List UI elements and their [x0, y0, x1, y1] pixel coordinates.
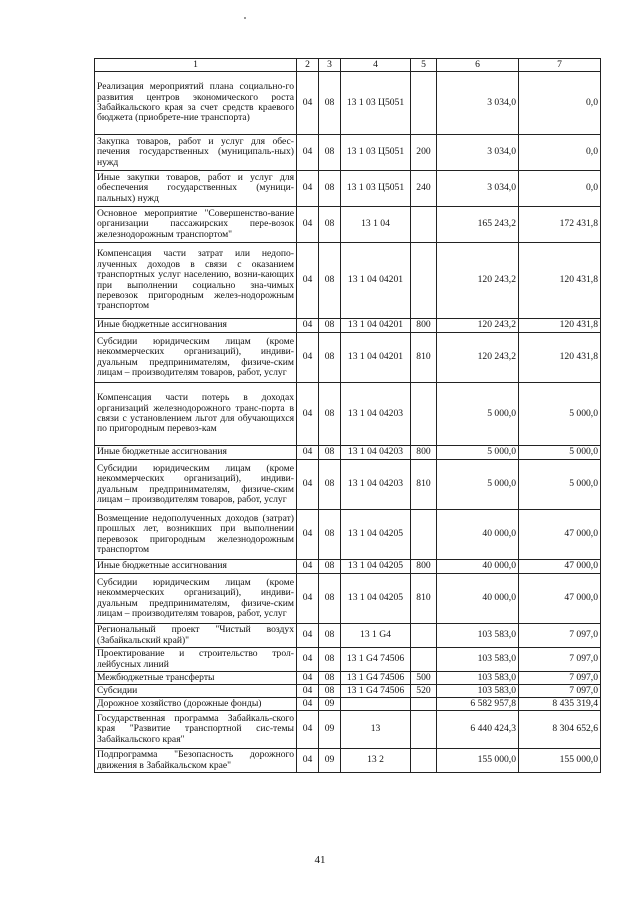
target-article-cell: 13 1 04 04203 [341, 460, 411, 510]
amount-col6-cell: 103 583,0 [437, 648, 519, 672]
subsection-code-cell: 08 [319, 560, 341, 574]
amount-col7-cell: 7 097,0 [519, 624, 601, 648]
subsection-code-cell: 08 [319, 72, 341, 135]
amount-col6-cell: 103 583,0 [437, 685, 519, 698]
section-code-cell: 04 [297, 574, 319, 624]
target-article-cell: 13 1 04 04205 [341, 574, 411, 624]
subsection-code-cell: 08 [319, 648, 341, 672]
subsection-code-cell: 08 [319, 383, 341, 446]
header-cell: 5 [411, 59, 437, 72]
expense-type-cell [411, 383, 437, 446]
row-name-cell: Иные закупки товаров, работ и услуг для обеспечения государственных (муници-пальных) нужд [95, 171, 297, 207]
section-code-cell: 04 [297, 383, 319, 446]
target-article-cell: 13 1 04 04201 [341, 319, 411, 333]
table-row [95, 72, 601, 135]
row-name-cell: Государственная программа Забайкаль-ского края "Развитие транспортной сис-темы Забайкальского края" [95, 711, 297, 749]
row-name-cell: Компенсация части потерь в доходах организаций железнодорожного транс-порта в связи с установлением льгот для обучающихся по пригородным перевоз-кам [95, 383, 297, 446]
row-name-cell: Основное мероприятие "Совершенство-вание организации пассажирских пере-возок железнодорожным транспортом" [95, 207, 297, 243]
amount-col6-cell: 40 000,0 [437, 510, 519, 560]
row-name-cell: Реализация мероприятий плана социально-го развития центров экономического роста Забайкальского края за счет средств краевого бюджета (приобрете-ние транспорта) [95, 72, 297, 135]
table-row [95, 560, 601, 574]
target-article-cell: 13 1 03 Ц5051 [341, 135, 411, 171]
target-article-cell: 13 1 04 04203 [341, 383, 411, 446]
expense-type-cell: 810 [411, 574, 437, 624]
amount-col7-cell: 0,0 [519, 72, 601, 135]
amount-col6-cell: 5 000,0 [437, 383, 519, 446]
page-number: 41 [314, 854, 326, 866]
row-name-cell: Субсидии юридическим лицам (кроме некоммерческих организаций), индиви-дуальным предпринимателям, физиче-ским лицам – производителям товаров, работ, услуг [95, 333, 297, 383]
target-article-cell: 13 1 04 04201 [341, 243, 411, 319]
target-article-cell: 13 1 03 Ц5051 [341, 72, 411, 135]
table-row [95, 711, 601, 749]
amount-col6-cell: 3 034,0 [437, 171, 519, 207]
subsection-code-cell: 08 [319, 135, 341, 171]
row-name-cell: Субсидии [95, 685, 297, 698]
subsection-code-cell: 09 [319, 698, 341, 711]
row-name-cell: Подпрограмма "Безопасность дорожного движения в Забайкальском крае" [95, 749, 297, 773]
amount-col7-cell: 5 000,0 [519, 383, 601, 446]
table-row [95, 648, 601, 672]
section-code-cell: 04 [297, 624, 319, 648]
row-name-cell: Субсидии юридическим лицам (кроме некоммерческих организаций), индиви-дуальным предпринимателям, физиче-ским лицам – производителям товаров, работ, услуг [95, 460, 297, 510]
amount-col7-cell: 7 097,0 [519, 672, 601, 685]
section-code-cell: 04 [297, 171, 319, 207]
table-row [95, 574, 601, 624]
section-code-cell: 04 [297, 685, 319, 698]
expense-type-cell: 500 [411, 672, 437, 685]
target-article-cell: 13 1 04 [341, 207, 411, 243]
section-code-cell: 04 [297, 333, 319, 383]
amount-col7-cell: 47 000,0 [519, 560, 601, 574]
expense-type-cell: 200 [411, 135, 437, 171]
table-row [95, 171, 601, 207]
table-row [95, 749, 601, 773]
target-article-cell: 13 2 [341, 749, 411, 773]
target-article-cell: 13 1 G4 74506 [341, 648, 411, 672]
subsection-code-cell: 08 [319, 446, 341, 460]
expense-type-cell [411, 72, 437, 135]
target-article-cell: 13 1 G4 74506 [341, 685, 411, 698]
expense-type-cell [411, 243, 437, 319]
header-cell: 1 [95, 59, 297, 72]
row-name-cell: Возмещение недополученных доходов (затрат) прошлых лет, возникших при выполнении перевозок пригородным железнодорожным транспортом [95, 510, 297, 560]
section-code-cell: 04 [297, 207, 319, 243]
expense-type-cell: 800 [411, 560, 437, 574]
amount-col7-cell: 155 000,0 [519, 749, 601, 773]
row-name-cell: Дорожное хозяйство (дорожные фонды) [95, 698, 297, 711]
subsection-code-cell: 08 [319, 243, 341, 319]
subsection-code-cell: 08 [319, 685, 341, 698]
amount-col6-cell: 120 243,2 [437, 243, 519, 319]
header-cell: 7 [519, 59, 601, 72]
section-code-cell: 04 [297, 749, 319, 773]
target-article-cell: 13 1 04 04203 [341, 446, 411, 460]
target-article-cell: 13 1 G4 [341, 624, 411, 648]
subsection-code-cell: 09 [319, 749, 341, 773]
expense-type-cell [411, 711, 437, 749]
expense-type-cell: 810 [411, 333, 437, 383]
amount-col7-cell: 47 000,0 [519, 574, 601, 624]
table-row [95, 672, 601, 685]
subsection-code-cell: 08 [319, 460, 341, 510]
expense-type-cell [411, 510, 437, 560]
target-article-cell: 13 1 04 04201 [341, 333, 411, 383]
table-row [95, 333, 601, 383]
header-cell: 4 [341, 59, 411, 72]
table-row [95, 319, 601, 333]
subsection-code-cell: 08 [319, 624, 341, 648]
amount-col7-cell: 8 435 319,4 [519, 698, 601, 711]
row-name-cell: Закупка товаров, работ и услуг для обес-печения государственных (муниципаль-ных) нужд [95, 135, 297, 171]
header-cell: 3 [319, 59, 341, 72]
amount-col6-cell: 165 243,2 [437, 207, 519, 243]
row-name-cell: Иные бюджетные ассигнования [95, 560, 297, 574]
budget-table [94, 58, 601, 773]
section-code-cell: 04 [297, 648, 319, 672]
table-row [95, 460, 601, 510]
amount-col6-cell: 6 440 424,3 [437, 711, 519, 749]
expense-type-cell [411, 648, 437, 672]
expense-type-cell [411, 698, 437, 711]
amount-col6-cell: 40 000,0 [437, 560, 519, 574]
table-row [95, 135, 601, 171]
subsection-code-cell: 08 [319, 319, 341, 333]
amount-col7-cell: 0,0 [519, 135, 601, 171]
amount-col6-cell: 103 583,0 [437, 672, 519, 685]
amount-col7-cell: 172 431,8 [519, 207, 601, 243]
table-row [95, 243, 601, 319]
amount-col7-cell: 7 097,0 [519, 685, 601, 698]
header-cell: 6 [437, 59, 519, 72]
subsection-code-cell: 08 [319, 333, 341, 383]
section-code-cell: 04 [297, 672, 319, 685]
section-code-cell: 04 [297, 135, 319, 171]
amount-col7-cell: 120 431,8 [519, 243, 601, 319]
target-article-cell [341, 698, 411, 711]
section-code-cell: 04 [297, 460, 319, 510]
row-name-cell: Региональный проект "Чистый воздух (Забайкальский край)" [95, 624, 297, 648]
header-cell: 2 [297, 59, 319, 72]
section-code-cell: 04 [297, 510, 319, 560]
subsection-code-cell: 08 [319, 574, 341, 624]
expense-type-cell: 800 [411, 446, 437, 460]
subsection-code-cell: 08 [319, 672, 341, 685]
amount-col6-cell: 40 000,0 [437, 574, 519, 624]
amount-col7-cell: 5 000,0 [519, 446, 601, 460]
table-header-row [95, 59, 601, 72]
target-article-cell: 13 1 G4 74506 [341, 672, 411, 685]
expense-type-cell: 240 [411, 171, 437, 207]
amount-col7-cell: 120 431,8 [519, 333, 601, 383]
amount-col6-cell: 3 034,0 [437, 135, 519, 171]
expense-type-cell: 800 [411, 319, 437, 333]
section-code-cell: 04 [297, 72, 319, 135]
subsection-code-cell: 08 [319, 207, 341, 243]
target-article-cell: 13 1 03 Ц5051 [341, 171, 411, 207]
expense-type-cell [411, 624, 437, 648]
amount-col7-cell: 47 000,0 [519, 510, 601, 560]
amount-col7-cell: 120 431,8 [519, 319, 601, 333]
row-name-cell: Межбюджетные трансферты [95, 672, 297, 685]
target-article-cell: 13 [341, 711, 411, 749]
section-code-cell: 04 [297, 446, 319, 460]
amount-col7-cell: 8 304 652,6 [519, 711, 601, 749]
amount-col7-cell: 7 097,0 [519, 648, 601, 672]
amount-col7-cell: 0,0 [519, 171, 601, 207]
scan-speck [244, 17, 246, 19]
subsection-code-cell: 09 [319, 711, 341, 749]
amount-col6-cell: 3 034,0 [437, 72, 519, 135]
table-row [95, 685, 601, 698]
section-code-cell: 04 [297, 243, 319, 319]
row-name-cell: Субсидии юридическим лицам (кроме некоммерческих организаций), индиви-дуальным предпринимателям, физиче-ским лицам – производителям товаров, работ, услуг [95, 574, 297, 624]
table-row [95, 624, 601, 648]
amount-col6-cell: 120 243,2 [437, 319, 519, 333]
row-name-cell: Проектирование и строительство трол-лейбусных линий [95, 648, 297, 672]
table-row [95, 698, 601, 711]
subsection-code-cell: 08 [319, 510, 341, 560]
amount-col6-cell: 120 243,2 [437, 333, 519, 383]
expense-type-cell: 520 [411, 685, 437, 698]
amount-col7-cell: 5 000,0 [519, 460, 601, 510]
amount-col6-cell: 5 000,0 [437, 460, 519, 510]
expense-type-cell [411, 749, 437, 773]
target-article-cell: 13 1 04 04205 [341, 560, 411, 574]
amount-col6-cell: 6 582 957,8 [437, 698, 519, 711]
expense-type-cell: 810 [411, 460, 437, 510]
table-row [95, 383, 601, 446]
section-code-cell: 04 [297, 560, 319, 574]
table-row [95, 510, 601, 560]
section-code-cell: 04 [297, 698, 319, 711]
row-name-cell: Иные бюджетные ассигнования [95, 319, 297, 333]
table-row [95, 207, 601, 243]
row-name-cell: Иные бюджетные ассигнования [95, 446, 297, 460]
row-name-cell: Компенсация части затрат или недопо-лученных доходов в связи с оказанием транспортных услуг населению, возни-кающих при выполнении социально зна-чимых перевозок пригородным желез-нодорожным транспортом [95, 243, 297, 319]
amount-col6-cell: 5 000,0 [437, 446, 519, 460]
target-article-cell: 13 1 04 04205 [341, 510, 411, 560]
expense-type-cell [411, 207, 437, 243]
amount-col6-cell: 103 583,0 [437, 624, 519, 648]
subsection-code-cell: 08 [319, 171, 341, 207]
section-code-cell: 04 [297, 711, 319, 749]
table-row [95, 446, 601, 460]
amount-col6-cell: 155 000,0 [437, 749, 519, 773]
section-code-cell: 04 [297, 319, 319, 333]
